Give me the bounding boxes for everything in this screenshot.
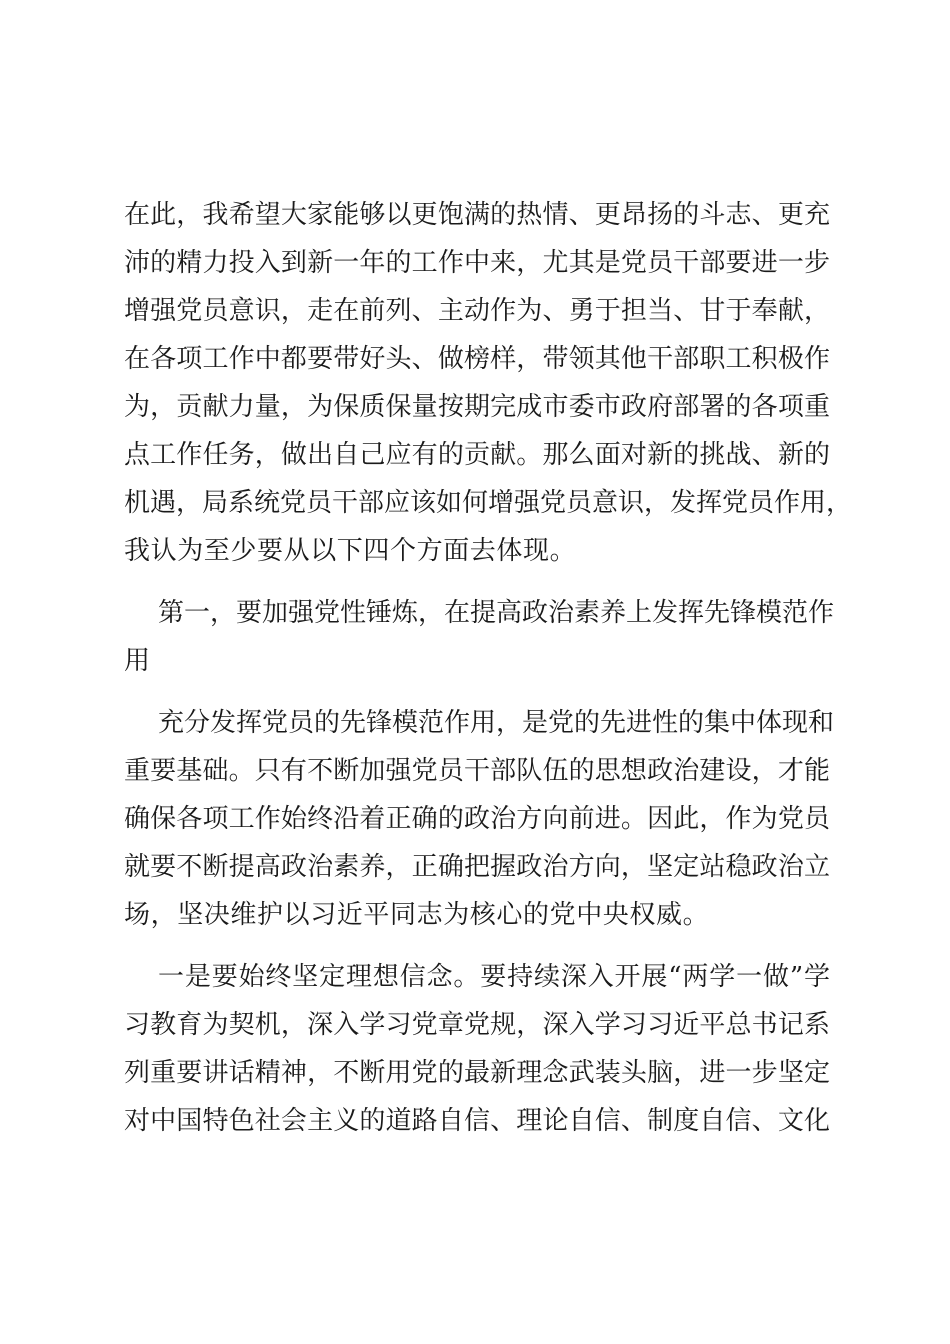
- text-line: 充分发挥党员的先锋模范作用，是党的先进性的集中体现和: [158, 708, 835, 738]
- text-line: 场，坚决维护以习近平同志为核心的党中央权威。: [124, 900, 710, 930]
- text-line: 列重要讲话精神，不断用党的最新理念武装头脑，进一步坚定: [124, 1058, 830, 1088]
- text-line: 在此，我希望大家能够以更饱满的热情、更昂扬的斗志、更充: [124, 200, 830, 230]
- text-line: 机遇，局系统党员干部应该如何增强党员意识，发挥党员作用，: [124, 488, 853, 518]
- text-line: 重要基础。只有不断加强党员干部队伍的思想政治建设，才能: [124, 756, 830, 786]
- heading-line: 用: [124, 646, 151, 676]
- text-line: 点工作任务，做出自己应有的贡献。那么面对新的挑战、新的: [124, 440, 830, 470]
- heading-line: 第一，要加强党性锤炼，在提高政治素养上发挥先锋模范作: [158, 598, 835, 628]
- paragraph-point-one: [124, 953, 830, 1145]
- text-line: 确保各项工作始终沿着正确的政治方向前进。因此，作为党员: [124, 804, 830, 834]
- document-body: [124, 191, 853, 1145]
- text-line: 习教育为契机，深入学习党章党规，深入学习习近平总书记系: [124, 1010, 830, 1040]
- text-line: 为，贡献力量，为保质保量按期完成市委市政府部署的各项重: [124, 392, 830, 422]
- text-line: 就要不断提高政治素养，正确把握政治方向，坚定站稳政治立: [124, 852, 830, 882]
- text-line: 沛的精力投入到新一年的工作中来，尤其是党员干部要进一步: [124, 248, 830, 278]
- text-line: 我认为至少要从以下四个方面去体现。: [124, 536, 577, 566]
- section-heading: [124, 589, 835, 685]
- text-line: 在各项工作中都要带好头、做榜样，带领其他干部职工积极作: [124, 344, 830, 374]
- text-line: 对中国特色社会主义的道路自信、理论自信、制度自信、文化: [124, 1106, 830, 1136]
- text-line: 增强党员意识，走在前列、主动作为、勇于担当、甘于奉献，: [124, 296, 830, 326]
- paragraph-intro: [124, 191, 853, 575]
- text-line: 一是要始终坚定理想信念。要持续深入开展“两学一做”学: [158, 962, 830, 992]
- paragraph-body: [124, 699, 835, 939]
